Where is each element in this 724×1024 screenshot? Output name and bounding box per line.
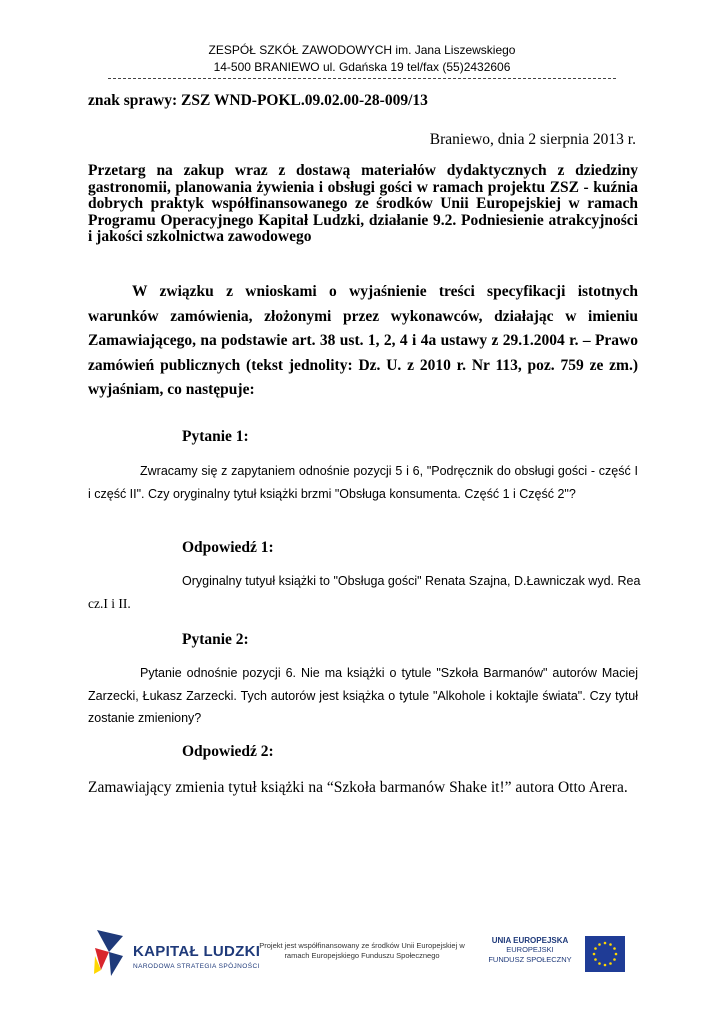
kapital-ludzki-title: KAPITAŁ LUDZKI	[133, 943, 261, 960]
date-line: Braniewo, dnia 2 sierpnia 2013 r.	[429, 131, 636, 148]
eu-title: UNIA EUROPEJSKA	[491, 936, 569, 945]
kapital-ludzki-subtitle: NARODOWA STRATEGIA SPÓJNOŚCI	[133, 963, 260, 970]
intro-paragraph: W związku z wnioskami o wyjaśnienie treści specyfikacji istotnych warunków zamówienia, złożonymi przez wykonawców, działając w imieniu Zamawiającego, na podstawie art. 38 ust. 1, 2, 4 i 4a ustawy z 29.1.2004 r. – Prawo zamówień publicznych (tekst jednolity: Dz. U. z 2010 r. Nr 113, poz. 759 ze zm.) wyjaśniam, co następuje:	[88, 283, 638, 399]
school-address: 14-500 BRANIEWO ul. Gdańska 19 tel/fax (55)2432606	[213, 60, 511, 74]
question-2-heading: Pytanie 2:	[182, 631, 249, 648]
eu-flag-icon	[585, 936, 625, 972]
answer-1-text-end: cz.I i II.	[88, 596, 131, 611]
project-cofinancing-note: Projekt jest współfinansowany ze środków Unii Europejskiej w ramach Europejskiego Funduszu Społecznego	[259, 941, 465, 960]
eu-fund-line2: FUNDUSZ SPOŁECZNY	[488, 954, 572, 964]
answer-2-text: Zamawiający zmienia tytuł książki na “Szkoła barmanów Shake it!” autora Otto Arera.	[88, 779, 628, 796]
eu-text-block	[480, 936, 580, 964]
case-number: znak sprawy: ZSZ WND-POKL.09.02.00-28-009/13	[88, 92, 428, 109]
answer-1-heading: Odpowiedź 1:	[182, 539, 274, 556]
school-name: ZESPÓŁ SZKÓŁ ZAWODOWYCH im. Jana Liszewskiego	[208, 43, 516, 57]
question-2-text: Pytanie odnośnie pozycji 6. Nie ma książki o tytule "Szkoła Barmanów" autorów Maciej Zarzecki, Łukasz Zarzecki. Tych autorów jest książka o tytule "Alkohole i koktajle świata". Czy tytuł zostanie zmieniony?	[88, 666, 638, 725]
subject-paragraph: Przetarg na zakup wraz z dostawą materiałów dydaktycznych z dziedziny gastronomii, planowania żywienia i obsługi gości w ramach projektu ZSZ - kuźnia dobrych praktyk współfinansowanego ze środków Unii Europejskiej w ramach Programu Operacyjnego Kapitał Ludzki, działanie 9.2. Podniesienie atrakcyjności i jakości szkolnictwa zawodowego	[88, 162, 638, 245]
answer-1-text: Oryginalny tutyuł książki to "Obsługa gości" Renata Szajna, D.Ławniczak wyd. Rea	[182, 574, 641, 588]
eu-fund-line1: EUROPEJSKI	[506, 945, 554, 954]
answer-2-heading: Odpowiedź 2:	[182, 743, 274, 760]
header-divider	[108, 78, 616, 79]
kapital-ludzki-logo-icon	[93, 926, 125, 978]
question-1-text: Zwracamy się z zapytaniem odnośnie pozycji 5 i 6, "Podręcznik do obsługi gości - część I i część II". Czy oryginalny tytuł książki brzmi "Obsługa konsumenta. Część 1 i Część 2"?	[88, 464, 638, 501]
question-1-heading: Pytanie 1:	[182, 428, 249, 445]
footer-logos	[88, 926, 648, 986]
